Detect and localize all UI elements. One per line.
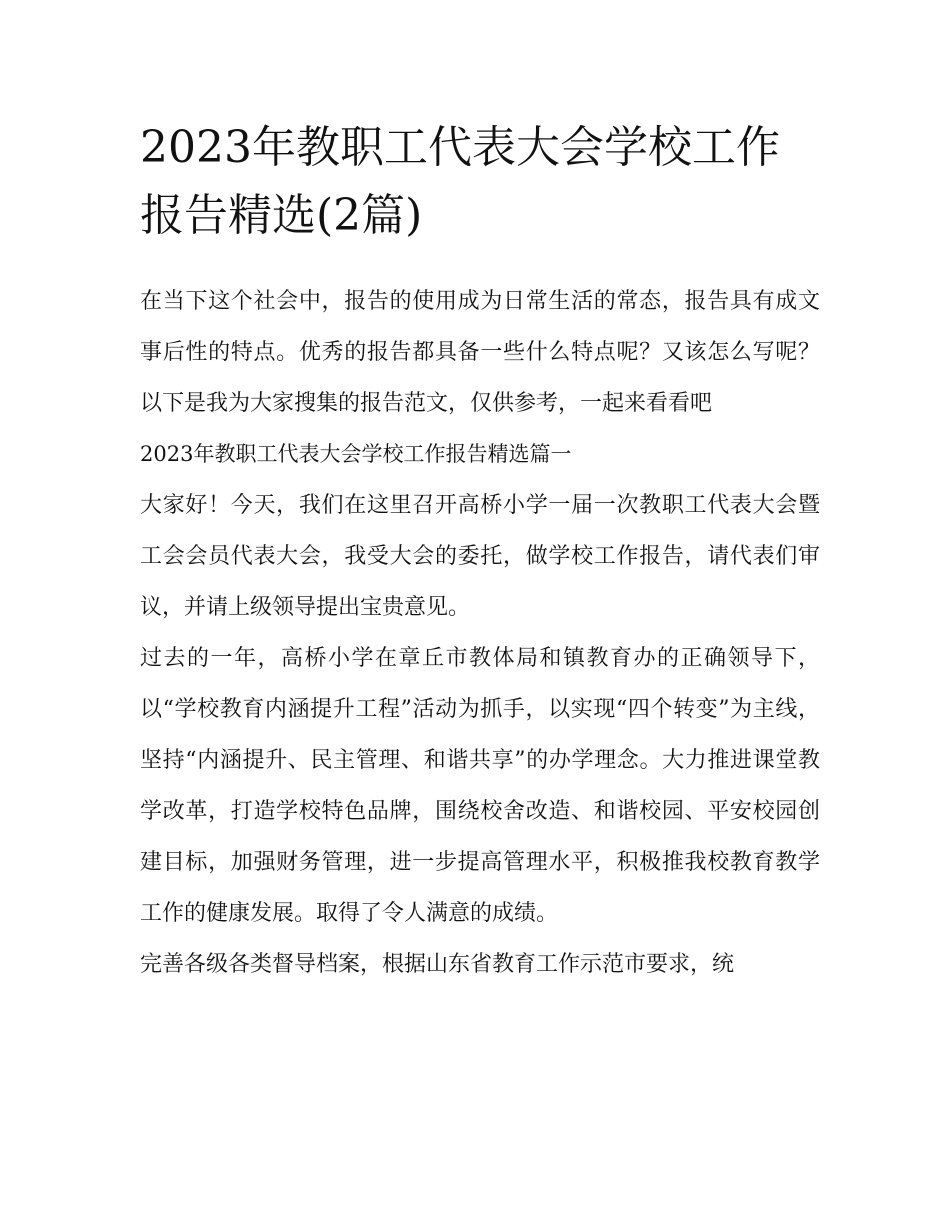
body-paragraph-1: 大家好！今天，我们在这里召开高桥小学一届一次教职工代表大会暨工会会员代表大会，我受大会的委托，做学校工作报告，请代表们审议，并请上级领导提出宝贵意见。 — [140, 493, 820, 620]
document-title: 2023年教职工代表大会学校工作报告精选(2篇) — [140, 122, 780, 241]
section-heading: 2023年教职工代表大会学校工作报告精选篇一 — [140, 442, 572, 466]
body-paragraph-3: 完善各级各类督导档案，根据山东省教育工作示范市要求，统 — [140, 952, 735, 977]
intro-paragraph: 在当下这个社会中，报告的使用成为日常生活的常态，报告具有成文事后性的特点。优秀的报告都具备一些什么特点呢？又该怎么写呢？以下是我为大家搜集的报告范文，仅供参考，一起来看看吧 — [140, 289, 820, 416]
body-paragraph-2: 过去的一年，高桥小学在章丘市教体局和镇教育办的正确领导下，以“学校教育内涵提升工程”活动为抓手，以实现“四个转变”为主线，坚持“内涵提升、民主管理、和谐共享”的办学理念。大力推进课堂教学改革，打造学校特色品牌，围绕校舍改造、和谐校园、平安校园创建目标，加强财务管理，进一步提高管理水平，积极推我校教育教学工作的健康发展。取得了令人满意的成绩。 — [140, 646, 820, 926]
document-body — [140, 276, 820, 990]
